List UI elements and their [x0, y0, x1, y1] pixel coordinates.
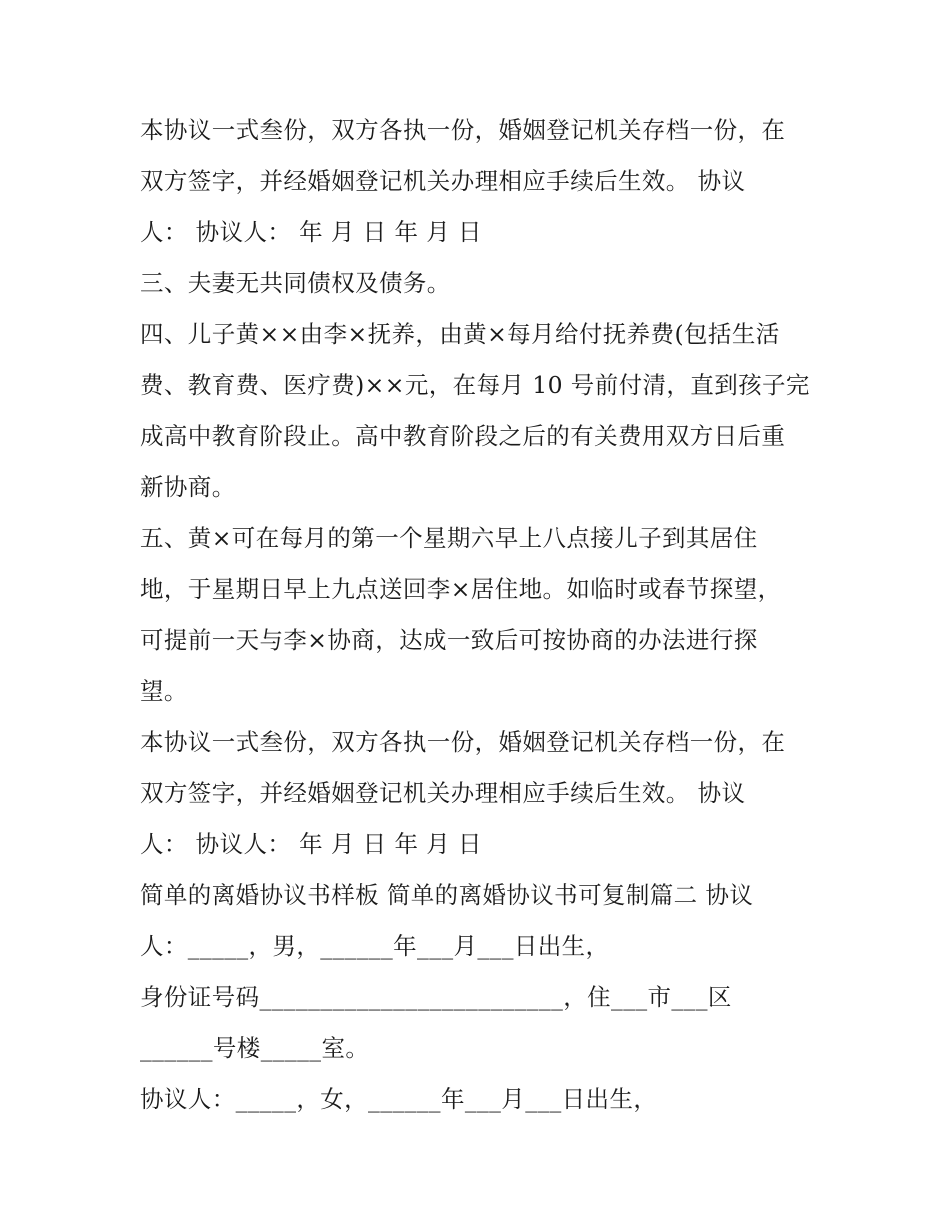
- text-line: 三、夫妻无共同债权及债务。: [140, 269, 451, 297]
- text-line: 四、儿子黄××由李×抚养，由黄×每月给付抚养费(包括生活: [140, 320, 780, 348]
- text-line: 本协议一式叁份，双方各执一份，婚姻登记机关存档一份，在: [140, 116, 786, 144]
- text-line: 协议人：_____，女，______年___月___日出生，: [140, 1085, 658, 1113]
- text-line: 费、教育费、医疗费)××元，在每月 10 号前付清，直到孩子完: [140, 371, 810, 399]
- text-line: 地，于星期日早上九点送回李×居住地。如临时或春节探望，: [140, 575, 782, 603]
- text-line: 双方签字，并经婚姻登记机关办理相应手续后生效。 协议: [140, 779, 746, 807]
- text-line: 人： 协议人： 年 月 日 年 月 日: [140, 218, 482, 246]
- text-line: 简单的离婚协议书样板 简单的离婚协议书可复制篇二 协议: [140, 881, 754, 909]
- text-line: 双方签字，并经婚姻登记机关办理相应手续后生效。 协议: [140, 167, 746, 195]
- text-line: ______号楼_____室。: [140, 1034, 370, 1062]
- document-body: [140, 105, 820, 1125]
- text-line: 望。: [140, 677, 188, 705]
- text-line: 身份证号码_________________________，住___市___区: [140, 983, 732, 1011]
- text-line: 五、黄×可在每月的第一个星期六早上八点接儿子到其居住: [140, 524, 758, 552]
- text-line: 本协议一式叁份，双方各执一份，婚姻登记机关存档一份，在: [140, 728, 786, 756]
- text-line: 可提前一天与李×协商，达成一致后可按协商的办法进行探: [140, 626, 758, 654]
- text-line: 人： 协议人： 年 月 日 年 月 日: [140, 830, 482, 858]
- text-line: 成高中教育阶段止。高中教育阶段之后的有关费用双方日后重: [140, 422, 786, 450]
- text-line: 人：_____，男，______年___月___日出生，: [140, 932, 610, 960]
- text-line: 新协商。: [140, 473, 236, 501]
